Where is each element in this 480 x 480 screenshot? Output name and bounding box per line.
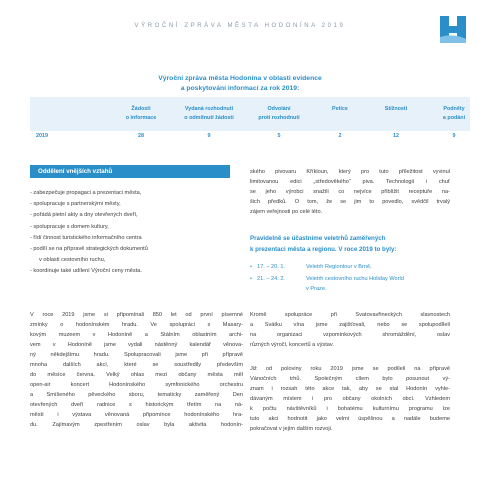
bullet: • — [250, 276, 252, 282]
celebrations-paragraph: Kromě spolupráce při Svatovavřineckých slavnostech a Svátku vína jsme zajišťovali, nebo se spolupodíleli na organizaci vzpomínkových shromáždění, oslav různých výročí, koncertů a výstav. — [250, 312, 450, 348]
fair-date: 17. – 20. 1. — [257, 264, 285, 270]
list-item: - zabezpečuje propagaci a prezentaci města, — [30, 190, 142, 196]
fair-item — [250, 262, 470, 272]
fair-name: Veletrh Regiontour v Brně, — [306, 264, 372, 270]
bullet: • — [250, 264, 252, 270]
list-item: - řídí činnost turistického informačního centra — [30, 234, 142, 241]
report-title-line2: a poskytování informací za rok 2019: — [180, 85, 300, 92]
hodonin-logo — [438, 15, 468, 45]
cell-appeals: 5 — [277, 133, 281, 139]
cell-requests: 28 — [138, 133, 144, 139]
report-title — [0, 74, 480, 94]
list-item: - pořádá pietní akty a dny otevřených dveří, — [30, 212, 138, 219]
fairs-list — [250, 262, 470, 294]
col-header-requests: Žádosti o informace — [125, 106, 157, 121]
table-header — [30, 97, 470, 131]
cell-decisions: 9 — [207, 133, 211, 139]
brewery-paragraph: ského pivovaru Kříkloun, který pro tuto příležitost vyvinul limitovanou edici „středověkého“ piva. Technologii i chuť se jeho výrobci snažili co nejvíce přiblížit receptuře na- šich předků. O tom, že se jim to povedlo, svědčil trvalý zájem veřejnosti po celé léto. — [250, 169, 450, 215]
list-item: - podílí se na přípravě strategických dokumentů — [30, 246, 148, 253]
col-header-submissions: Podněty a podání — [442, 106, 466, 121]
section-heading-bar — [30, 165, 230, 178]
info-requests-table — [30, 97, 470, 145]
fair-date: 21. – 24. 2. — [257, 276, 285, 282]
col-header-decisions: Vydaná rozhodnutí o odmítnutí žádosti — [184, 106, 234, 121]
fair-item — [250, 274, 470, 294]
duties-list — [30, 188, 240, 278]
cell-complaints: 12 — [393, 133, 399, 139]
col-header-petitions: Petice — [332, 106, 348, 112]
cell-year: 2019 — [36, 133, 48, 139]
section-title: Oddělení vnějších vztahů — [38, 168, 113, 175]
list-item: - spolupracuje s domem kultury, — [30, 223, 109, 230]
fairs-heading: Pravidelně se účastníme veletrhů zaměřených k prezentaci města a regionu. V roce 2019 to byly: — [250, 235, 397, 253]
col-header-complaints: Stížnosti — [384, 106, 408, 112]
list-item-continuation: v oblasti cestovního ruchu, — [39, 257, 106, 264]
col-header-appeals: Odvolání proti rozhodnutí — [258, 106, 300, 121]
christmas-market-paragraph: Již od poloviny roku 2019 jsme se podíleli na přípravě Vánočních trhů. Společným cílem bylo posunout vý- znam i rozsah této akce tak, aby se stal Hodonín vyhle- dávaným místem i pro občany okolních obcí. Vzhledem k počtu návštěvníků i bohatému kulturnímu programu lze tuto akci hodnotit jako velmi úspěšnou a nadále budeme pokračovat v jejím dalším rozvoji. — [250, 366, 450, 432]
cell-submissions: 9 — [452, 133, 456, 139]
table-row — [30, 131, 470, 145]
castle-anniversary-paragraph: V roce 2019 jsme si připomínali 850 let od první písemné zmínky o hodonínském hradu. Ve spolupráci s Masary- kovým muzeem v Hodoníně a Státním oblastním archi- vem v Hodoníně jsme vydali nástěnný kalendář věnova- ný někdejšímu hradu. Spolupracovali jsme při přípravě mnoha dalších akcí, které se soustředily především do měsíce června. Velký ohlas mezi občany města měl open-air koncert Hodonínského symfonického orchestru a Smíšeného pěveckého sboru, tematicky zaměřený Den otevřených dveří radnice s historickým třetím na ná- městí i výstava věnovaná připomínce hodonínského hra- du. Zajímavým zpestřením oslav byla aktivita hodonín- — [30, 312, 243, 428]
running-header: VÝROČNÍ ZPRÁVA MĚSTA HODONÍNA 2019 — [134, 23, 346, 29]
report-title-line1: Výroční zpráva města Hodonína v oblasti evidence — [158, 75, 322, 82]
cell-petitions: 2 — [338, 133, 342, 139]
list-item: - koordinuje také udílení Výroční ceny města. — [30, 268, 142, 275]
fair-name-continuation: v Praze. — [306, 286, 327, 292]
list-item: - spolupracuje s partnerskými městy, — [30, 201, 121, 208]
fair-name: Veletrh cestovního ruchu Holiday World — [306, 276, 404, 282]
